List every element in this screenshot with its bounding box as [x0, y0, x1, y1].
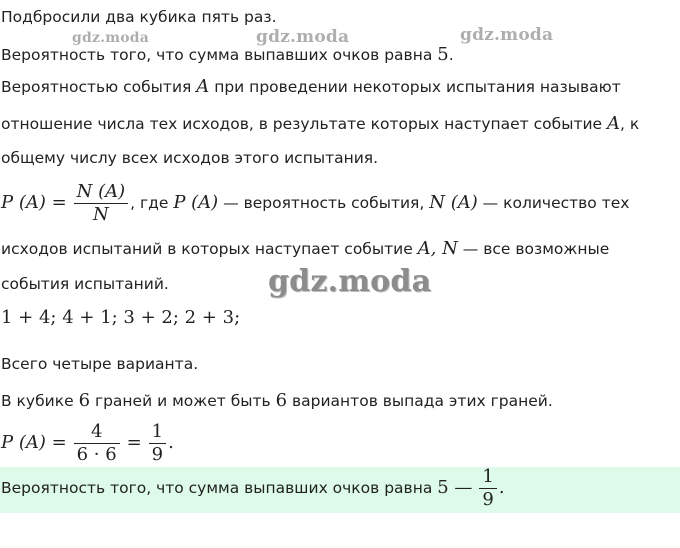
answer-line: Вероятность того, что сумма выпавших очков равна 5 — $\frac{1}{9}$ .	[1, 466, 505, 510]
definition-line-2: отношение числа тех исходов, в результате которых наступает событие A, к	[1, 113, 640, 134]
calculation-fraction-2: $\frac{1}{9}$	[149, 421, 166, 466]
calculation: P (A) = $\frac{4}{6 \cdot 6}$ = $\frac{1}{9}$ .	[1, 421, 174, 465]
problem-question: Вероятность того, что сумма выпавших очков равна 5.	[1, 44, 454, 65]
combinations: 1 + 4; 4 + 1; 3 + 2; 2 + 3;	[1, 307, 241, 328]
total-variants: Всего четыре варианта.	[1, 355, 199, 373]
definition-line-1: Вероятностью события A при проведении некоторых испытания называют	[1, 76, 621, 97]
watermark-large: gdz.moda	[268, 264, 432, 299]
faces-line: В кубике 6 граней и может быть 6 вариантов выпада этих граней.	[1, 390, 553, 411]
probability-formula: P (A) = $\frac{N (A)}{N}$ , где P (A) — вероятность события, N (A) — количество тех	[1, 181, 630, 225]
answer-fraction: $\frac{1}{9}$	[479, 466, 496, 511]
problem-statement: Подбросили два кубика пять раз.	[1, 8, 277, 26]
watermark: gdz.moda	[256, 27, 350, 47]
formula-line-3: события испытаний.	[1, 275, 169, 293]
definition-line-3: общему числу всех исходов этого испытания.	[1, 149, 379, 167]
formula-line-2: исходов испытаний в которых наступает событие A, N — все возможные	[1, 238, 610, 259]
formula-fraction: $\frac{N (A)}{N}$	[74, 181, 129, 226]
watermark: gdz.moda	[72, 30, 150, 46]
calculation-fraction-1: $\frac{4}{6 \cdot 6}$	[74, 421, 120, 466]
watermark: gdz.moda	[460, 25, 554, 45]
